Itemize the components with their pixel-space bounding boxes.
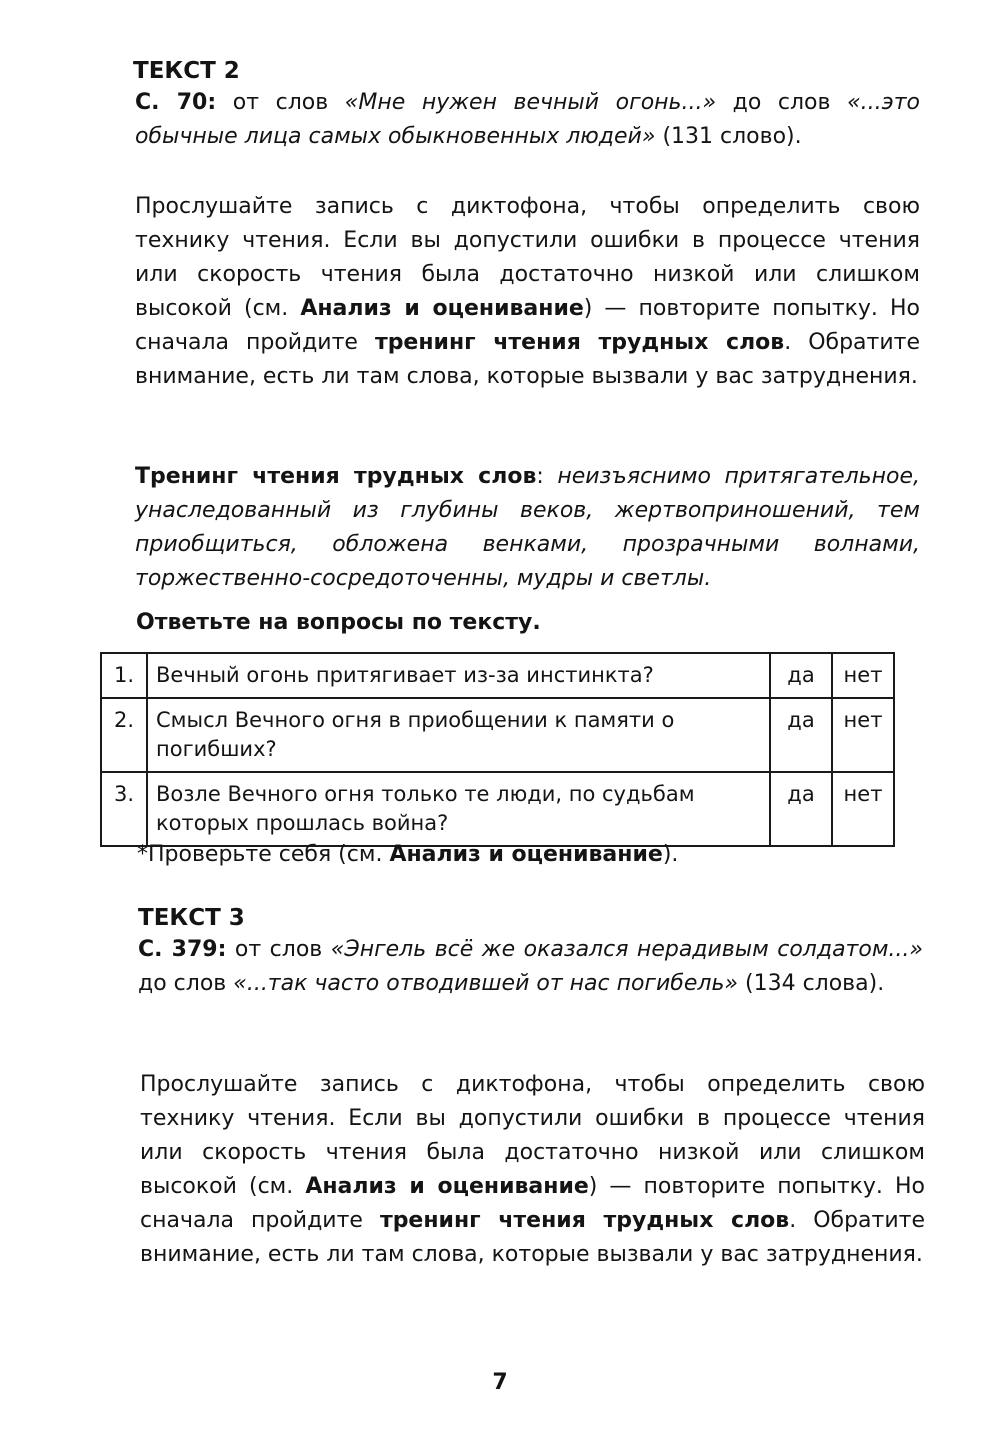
answer-no[interactable]: нет — [832, 772, 894, 846]
table-row — [101, 698, 894, 772]
training-link: тренинг чтения трудных слов — [379, 1208, 790, 1233]
text3-page-ref: С. 379: — [138, 937, 227, 962]
text2-heading: ТЕКСТ 2 — [133, 58, 240, 84]
answer-yes[interactable]: да — [770, 653, 832, 698]
analysis-link: Анализ и оценивание — [300, 296, 584, 321]
question-number: 1. — [101, 653, 147, 698]
answer-yes[interactable]: да — [770, 772, 832, 846]
questions-heading: Ответьте на вопросы по тексту. — [136, 610, 541, 635]
footnote-analysis-link: Анализ и оценивание — [389, 842, 663, 867]
table-row — [101, 653, 894, 698]
question-text: Возле Вечного огня только те люди, по судьбам которых прошлась война? — [147, 772, 770, 846]
answer-yes[interactable]: да — [770, 698, 832, 772]
question-number: 3. — [101, 772, 147, 846]
text2-instructions: Прослушайте запись с диктофона, чтобы определить свою технику чтения. Если вы допустили ошибки в процессе чтения или скорость чтения была достаточно низкой или слишком высокой (см. Анализ и оценивание) — повторите попытку. Но сначала пройдите тренинг чтения трудных слов. Обратите внимание, есть ли там слова, которые вызвали у вас затруднения. — [135, 194, 921, 389]
text2-page-ref: С. 70: — [135, 90, 217, 115]
training-label: Тренинг чтения трудных слов — [135, 464, 537, 489]
text3-quote-start: «Энгель всё же оказался нерадивым солдатом...» — [330, 937, 923, 962]
training-link: тренинг чтения трудных слов — [374, 330, 785, 355]
text2-word-count: (131 слово). — [662, 124, 802, 149]
text3-heading: ТЕКСТ 3 — [138, 905, 245, 931]
text3-reference: С. 379: от слов «Энгель всё же оказался нерадивым солдатом...» до слов «...так часто отводившей от нас погибель» (134 слова). — [138, 937, 923, 996]
text3-word-count: (134 слова). — [745, 971, 885, 996]
question-text: Вечный огонь притягивает из-за инстинкта? — [147, 653, 770, 698]
training-paragraph: Тренинг чтения трудных слов: неизъяснимо притягательное, унаследованный из глубины веков, жертвоприношений, тем приобщиться, обложена венками, прозрачными волнами, торжественно-сосредоточенны, мудры и светлы. — [135, 464, 920, 591]
page-number: 7 — [492, 1370, 508, 1395]
training-words: неизъяснимо притягательное, унаследованный из глубины веков, жертвоприношений, тем приобщиться, обложена венками, прозрачными волнами, торжественно-сосредоточенны, мудры и светлы. — [135, 464, 920, 591]
text2-quote-end: «...это обычные лица самых обыкновенных людей» — [135, 90, 920, 149]
question-text: Смысл Вечного огня в приобщении к памяти о погибших? — [147, 698, 770, 772]
answer-no[interactable]: нет — [832, 653, 894, 698]
answer-no[interactable]: нет — [832, 698, 894, 772]
question-number: 2. — [101, 698, 147, 772]
footnote: *Проверьте себя (см. Анализ и оценивание). — [137, 842, 679, 867]
text3-instructions: Прослушайте запись с диктофона, чтобы определить свою технику чтения. Если вы допустили ошибки в процессе чтения или скорость чтения была достаточно низкой или слишком высокой (см. Анализ и оценивание) — повторите попытку. Но сначала пройдите тренинг чтения трудных слов. Обратите внимание, есть ли там слова, которые вызвали у вас затруднения. — [140, 1072, 926, 1267]
table-row — [101, 772, 894, 846]
text2-reference: С. 70: от слов «Мне нужен вечный огонь...» до слов «...это обычные лица самых обыкновенных людей» (131 слово). — [135, 90, 920, 149]
text3-quote-end: «...так часто отводившей от нас погибель» — [233, 971, 738, 996]
analysis-link: Анализ и оценивание — [305, 1174, 589, 1199]
questions-table — [100, 652, 895, 847]
text2-quote-start: «Мне нужен вечный огонь...» — [344, 90, 717, 115]
